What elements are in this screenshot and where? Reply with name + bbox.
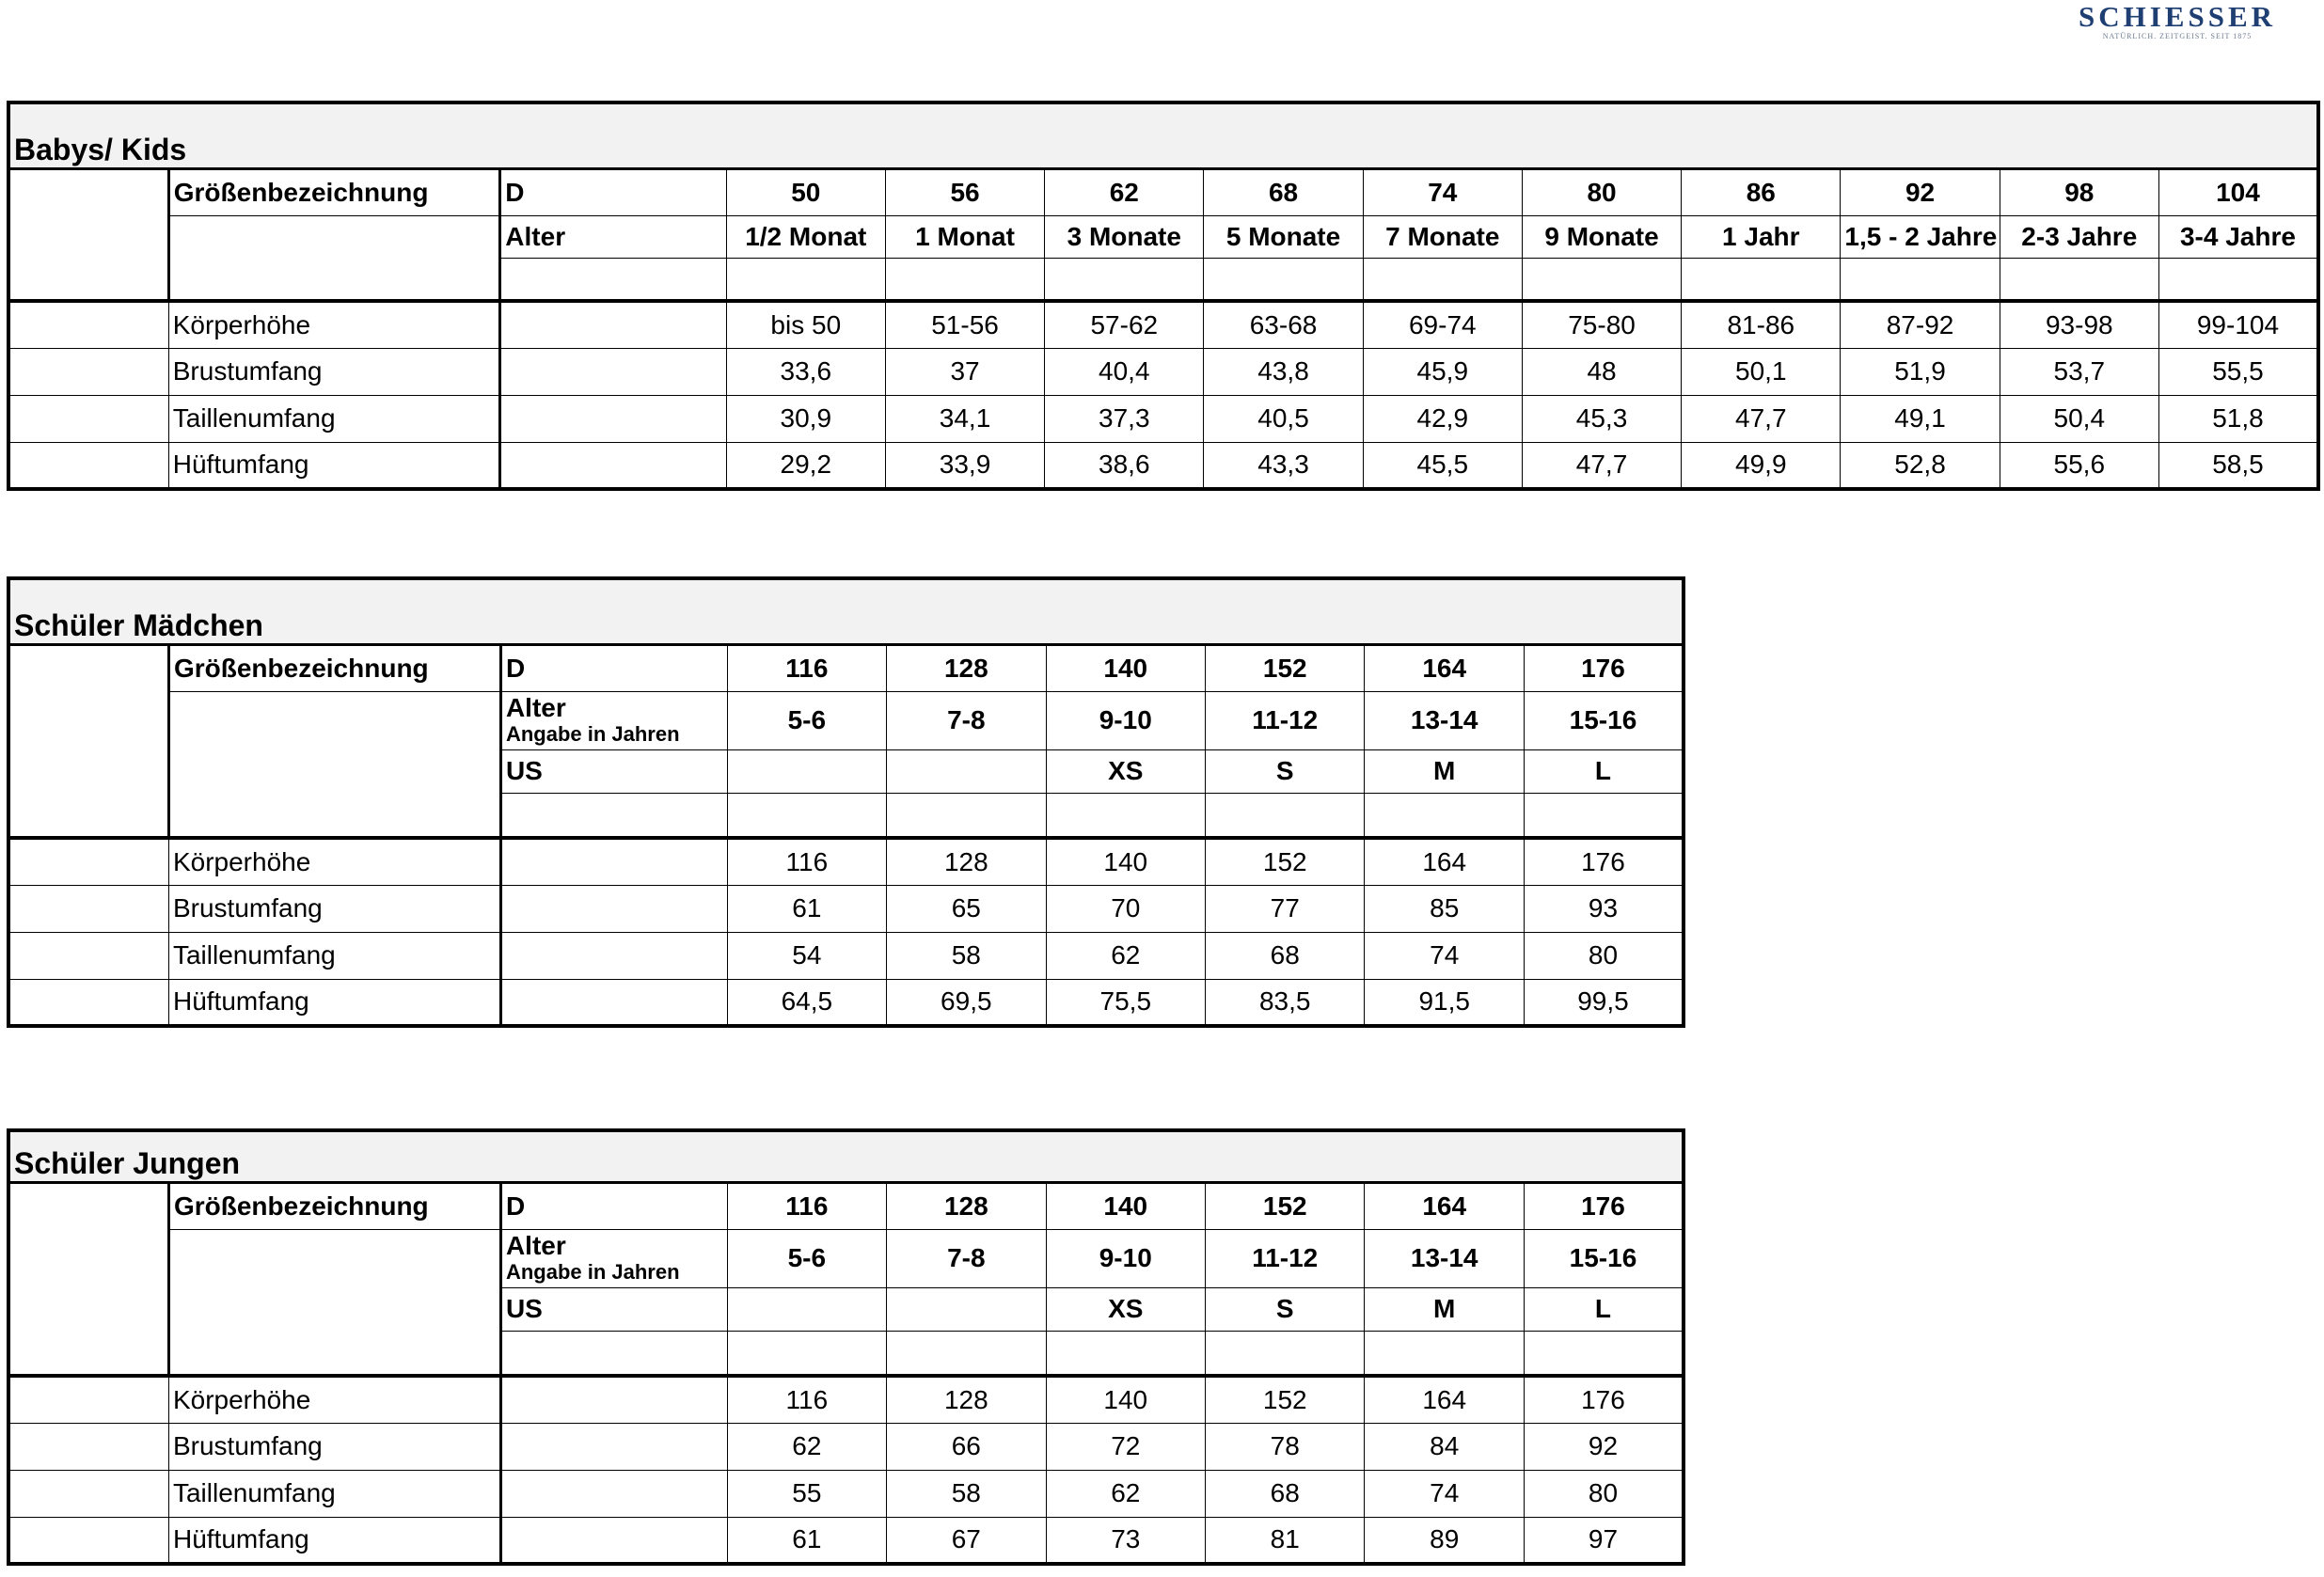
age-value: 1 Jahr [1682, 215, 1841, 258]
age-row [8, 691, 1684, 749]
age-label: Alter [505, 1231, 566, 1260]
measurement-value: 29,2 [726, 442, 885, 489]
measurement-value: 33,9 [885, 442, 1044, 489]
size-table [7, 1128, 1685, 1566]
age-value: 7-8 [887, 1229, 1046, 1287]
measurement-value: 49,9 [1682, 442, 1841, 489]
blank-cell [1046, 793, 1205, 838]
size-value: 116 [727, 644, 886, 691]
measurement-value: 61 [727, 885, 886, 932]
measurement-value: 99,5 [1524, 979, 1684, 1026]
age-value: 2-3 Jahre [2000, 215, 2158, 258]
measurement-label: Taillenumfang [168, 1470, 500, 1517]
measurement-value: 62 [1046, 1470, 1205, 1517]
us-size-value: L [1524, 749, 1684, 793]
spacer-cell [8, 1182, 168, 1229]
measurement-value: 51,9 [1841, 348, 2000, 395]
us-size-value [887, 749, 1046, 793]
size-value: 152 [1206, 644, 1365, 691]
us-size-value [727, 749, 886, 793]
spacer-cell [8, 1423, 168, 1470]
measurement-label: Körperhöhe [168, 301, 500, 348]
measurement-value: 74 [1365, 932, 1524, 979]
measurement-label: Körperhöhe [168, 838, 500, 885]
measurement-value: 99-104 [2158, 301, 2318, 348]
measurement-value: 51-56 [885, 301, 1044, 348]
measurement-label: Hüftumfang [168, 442, 500, 489]
measurement-value: 43,8 [1204, 348, 1363, 395]
blank-cell [1524, 1331, 1684, 1376]
measurement-label: Hüftumfang [168, 979, 500, 1026]
measurement-value: 75-80 [1522, 301, 1681, 348]
measurement-value: 116 [727, 838, 886, 885]
age-row [8, 215, 2318, 258]
age-label: Alter [505, 221, 566, 251]
measurement-value: 74 [1365, 1470, 1524, 1517]
measurement-value: 69-74 [1363, 301, 1522, 348]
size-code-label: D [500, 168, 726, 215]
measurement-row [8, 979, 1684, 1026]
measurement-row [8, 1423, 1684, 1470]
blank-cell [500, 442, 726, 489]
measurement-row [8, 1376, 1684, 1423]
blank-cell [1522, 258, 1681, 301]
blank-cell [1365, 793, 1524, 838]
measurement-value: 53,7 [2000, 348, 2158, 395]
spacer-cell [8, 168, 168, 215]
size-label: Größenbezeichnung [168, 1182, 500, 1229]
blank-cell [1046, 1331, 1205, 1376]
blank-cell [500, 301, 726, 348]
blank-cell [2158, 258, 2318, 301]
blank-cell [500, 1376, 727, 1423]
measurement-label: Taillenumfang [168, 395, 500, 442]
age-value: 3 Monate [1045, 215, 1204, 258]
size-value: 50 [726, 168, 885, 215]
measurement-value: 67 [887, 1517, 1046, 1564]
measurement-value: 164 [1365, 1376, 1524, 1423]
measurement-value: 75,5 [1046, 979, 1205, 1026]
size-value: 128 [887, 644, 1046, 691]
measurement-value: 42,9 [1363, 395, 1522, 442]
us-size-value: S [1206, 1287, 1365, 1331]
age-value: 1 Monat [885, 215, 1044, 258]
age-value: 13-14 [1365, 691, 1524, 749]
measurement-value: 92 [1524, 1423, 1684, 1470]
us-size-value [727, 1287, 886, 1331]
size-value: 164 [1365, 644, 1524, 691]
blank-cell [500, 838, 727, 885]
size-value: 164 [1365, 1182, 1524, 1229]
measurement-value: 116 [727, 1376, 886, 1423]
measurement-label: Körperhöhe [168, 1376, 500, 1423]
measurement-value: 40,4 [1045, 348, 1204, 395]
spacer-cell [8, 932, 168, 979]
spacer-cell [8, 395, 168, 442]
spacer-cell [8, 348, 168, 395]
measurement-value: 57-62 [1045, 301, 1204, 348]
blank-cell [500, 1331, 727, 1376]
age-value: 1,5 - 2 Jahre [1841, 215, 2000, 258]
measurement-value: 33,6 [726, 348, 885, 395]
measurement-value: 55,5 [2158, 348, 2318, 395]
blank-cell [1045, 258, 1204, 301]
us-label: US [500, 749, 727, 793]
size-value: 80 [1522, 168, 1681, 215]
age-sublabel: Angabe in Jahren [505, 722, 680, 746]
measurement-label: Brustumfang [168, 885, 500, 932]
age-value: 15-16 [1524, 691, 1684, 749]
size-value: 98 [2000, 168, 2158, 215]
measurement-value: 93 [1524, 885, 1684, 932]
blank-cell [168, 215, 500, 301]
age-value: 5-6 [727, 691, 886, 749]
measurement-value: 140 [1046, 1376, 1205, 1423]
measurement-value: 77 [1206, 885, 1365, 932]
size-value: 92 [1841, 168, 2000, 215]
measurement-value: 50,1 [1682, 348, 1841, 395]
blank-cell [500, 1470, 727, 1517]
size-row [8, 168, 2318, 215]
measurement-value: 47,7 [1682, 395, 1841, 442]
measurement-row [8, 838, 1684, 885]
us-size-value: M [1365, 1287, 1524, 1331]
blank-cell [1206, 1331, 1365, 1376]
measurement-value: 128 [887, 1376, 1046, 1423]
age-value: 11-12 [1206, 1229, 1365, 1287]
measurement-value: 78 [1206, 1423, 1365, 1470]
measurement-value: 164 [1365, 838, 1524, 885]
blank-cell [500, 979, 727, 1026]
blank-cell [1206, 793, 1365, 838]
blank-cell [887, 1331, 1046, 1376]
measurement-value: 68 [1206, 932, 1365, 979]
measurement-value: 84 [1365, 1423, 1524, 1470]
blank-cell [727, 1331, 886, 1376]
size-label: Größenbezeichnung [168, 168, 500, 215]
measurement-value: 64,5 [727, 979, 886, 1026]
us-size-value: S [1206, 749, 1365, 793]
size-value: 56 [885, 168, 1044, 215]
spacer-cell [8, 1229, 168, 1376]
blank-cell [500, 1423, 727, 1470]
measurement-value: 69,5 [887, 979, 1046, 1026]
age-value: 3-4 Jahre [2158, 215, 2318, 258]
measurement-value: 48 [1522, 348, 1681, 395]
size-value: 152 [1206, 1182, 1365, 1229]
measurement-value: 63-68 [1204, 301, 1363, 348]
measurement-value: 34,1 [885, 395, 1044, 442]
age-row [8, 1229, 1684, 1287]
brand-logo [2050, 2, 2304, 41]
measurement-value: 43,3 [1204, 442, 1363, 489]
size-value: 116 [727, 1182, 886, 1229]
measurement-value: 45,9 [1363, 348, 1522, 395]
measurement-value: 72 [1046, 1423, 1205, 1470]
us-label: US [500, 1287, 727, 1331]
measurement-row [8, 348, 2318, 395]
measurement-value: 40,5 [1204, 395, 1363, 442]
blank-cell [1363, 258, 1522, 301]
measurement-label: Taillenumfang [168, 932, 500, 979]
spacer-cell [8, 691, 168, 838]
measurement-row [8, 1470, 1684, 1517]
blank-cell [727, 793, 886, 838]
measurement-value: 70 [1046, 885, 1205, 932]
age-label-cell [500, 215, 726, 258]
age-value: 9-10 [1046, 691, 1205, 749]
spacer-cell [8, 301, 168, 348]
measurement-value: 80 [1524, 1470, 1684, 1517]
blank-cell [1204, 258, 1363, 301]
blank-cell [500, 348, 726, 395]
measurement-label: Hüftumfang [168, 1517, 500, 1564]
size-label: Größenbezeichnung [168, 644, 500, 691]
size-value: 86 [1682, 168, 1841, 215]
measurement-value: 61 [727, 1517, 886, 1564]
measurement-row [8, 395, 2318, 442]
size-code-label: D [500, 644, 727, 691]
measurement-value: 52,8 [1841, 442, 2000, 489]
table-title-row [8, 1130, 1684, 1182]
size-table [7, 101, 2320, 491]
measurement-value: 62 [727, 1423, 886, 1470]
age-value: 5-6 [727, 1229, 886, 1287]
spacer-cell [8, 885, 168, 932]
measurement-row [8, 932, 1684, 979]
size-row [8, 1182, 1684, 1229]
logo-wordmark: SCHIESSER [2078, 0, 2277, 33]
size-value: 104 [2158, 168, 2318, 215]
blank-cell [1682, 258, 1841, 301]
blank-cell [1524, 793, 1684, 838]
spacer-cell [8, 838, 168, 885]
spacer-cell [8, 1517, 168, 1564]
size-value: 68 [1204, 168, 1363, 215]
blank-cell [885, 258, 1044, 301]
age-label: Alter [505, 693, 566, 722]
blank-cell [168, 691, 500, 838]
blank-cell [887, 793, 1046, 838]
measurement-value: 80 [1524, 932, 1684, 979]
blank-cell [500, 258, 726, 301]
age-label-cell [500, 691, 727, 749]
size-table [7, 576, 1685, 1028]
age-label-cell [500, 1229, 727, 1287]
spacer-cell [8, 215, 168, 301]
measurement-value: 54 [727, 932, 886, 979]
measurement-value: 58 [887, 1470, 1046, 1517]
measurement-row [8, 442, 2318, 489]
age-value: 1/2 Monat [726, 215, 885, 258]
blank-cell [500, 885, 727, 932]
table-title: Schüler Mädchen [8, 578, 1684, 644]
blank-cell [1365, 1331, 1524, 1376]
size-value: 176 [1524, 1182, 1684, 1229]
spacer-cell [8, 644, 168, 691]
measurement-value: 47,7 [1522, 442, 1681, 489]
logo-tagline: NATÜRLICH. ZEITGEIST. SEIT 1875 [2102, 32, 2253, 40]
measurement-value: 45,3 [1522, 395, 1681, 442]
measurement-value: 73 [1046, 1517, 1205, 1564]
measurement-value: 97 [1524, 1517, 1684, 1564]
measurement-value: 55,6 [2000, 442, 2158, 489]
measurement-value: 87-92 [1841, 301, 2000, 348]
us-size-value [887, 1287, 1046, 1331]
measurement-value: 83,5 [1206, 979, 1365, 1026]
measurement-value: 152 [1206, 838, 1365, 885]
blank-cell [726, 258, 885, 301]
measurement-value: 37,3 [1045, 395, 1204, 442]
measurement-value: 50,4 [2000, 395, 2158, 442]
blank-cell [500, 793, 727, 838]
age-sublabel: Angabe in Jahren [505, 1260, 680, 1284]
blank-cell [1841, 258, 2000, 301]
age-value: 7 Monate [1363, 215, 1522, 258]
size-value: 140 [1046, 644, 1205, 691]
us-size-value: XS [1046, 749, 1205, 793]
size-value: 176 [1524, 644, 1684, 691]
measurement-label: Brustumfang [168, 1423, 500, 1470]
measurement-value: 93-98 [2000, 301, 2158, 348]
us-size-value: L [1524, 1287, 1684, 1331]
table-title-row [8, 578, 1684, 644]
spacer-cell [8, 1470, 168, 1517]
measurement-value: 81-86 [1682, 301, 1841, 348]
measurement-value: 68 [1206, 1470, 1365, 1517]
measurement-label: Brustumfang [168, 348, 500, 395]
table-title-row [8, 103, 2318, 168]
measurement-value: 37 [885, 348, 1044, 395]
blank-cell [500, 932, 727, 979]
spacer-cell [8, 1376, 168, 1423]
measurement-value: 58,5 [2158, 442, 2318, 489]
age-value: 7-8 [887, 691, 1046, 749]
measurement-value: 62 [1046, 932, 1205, 979]
measurement-value: 45,5 [1363, 442, 1522, 489]
measurement-value: 58 [887, 932, 1046, 979]
measurement-value: 140 [1046, 838, 1205, 885]
measurement-value: 176 [1524, 1376, 1684, 1423]
spacer-cell [8, 442, 168, 489]
measurement-row [8, 885, 1684, 932]
age-value: 5 Monate [1204, 215, 1363, 258]
measurement-row [8, 1517, 1684, 1564]
age-value: 11-12 [1206, 691, 1365, 749]
size-row [8, 644, 1684, 691]
age-value: 9-10 [1046, 1229, 1205, 1287]
measurement-value: 128 [887, 838, 1046, 885]
size-value: 74 [1363, 168, 1522, 215]
measurement-value: 152 [1206, 1376, 1365, 1423]
table-title: Babys/ Kids [8, 103, 2318, 168]
size-value: 128 [887, 1182, 1046, 1229]
spacer-cell [8, 979, 168, 1026]
size-value: 62 [1045, 168, 1204, 215]
measurement-value: 89 [1365, 1517, 1524, 1564]
size-value: 140 [1046, 1182, 1205, 1229]
blank-cell [168, 1229, 500, 1376]
measurement-value: 66 [887, 1423, 1046, 1470]
measurement-row [8, 301, 2318, 348]
measurement-value: 85 [1365, 885, 1524, 932]
measurement-value: 49,1 [1841, 395, 2000, 442]
age-value: 15-16 [1524, 1229, 1684, 1287]
age-value: 13-14 [1365, 1229, 1524, 1287]
age-value: 9 Monate [1522, 215, 1681, 258]
measurement-value: 38,6 [1045, 442, 1204, 489]
measurement-value: 176 [1524, 838, 1684, 885]
measurement-value: 81 [1206, 1517, 1365, 1564]
us-size-value: M [1365, 749, 1524, 793]
size-code-label: D [500, 1182, 727, 1229]
blank-cell [500, 395, 726, 442]
measurement-value: 55 [727, 1470, 886, 1517]
measurement-value: 65 [887, 885, 1046, 932]
table-title: Schüler Jungen [8, 1130, 1684, 1182]
measurement-value: 30,9 [726, 395, 885, 442]
us-size-value: XS [1046, 1287, 1205, 1331]
blank-cell [500, 1517, 727, 1564]
measurement-value: 51,8 [2158, 395, 2318, 442]
measurement-value: 91,5 [1365, 979, 1524, 1026]
measurement-value: bis 50 [726, 301, 885, 348]
blank-cell [2000, 258, 2158, 301]
